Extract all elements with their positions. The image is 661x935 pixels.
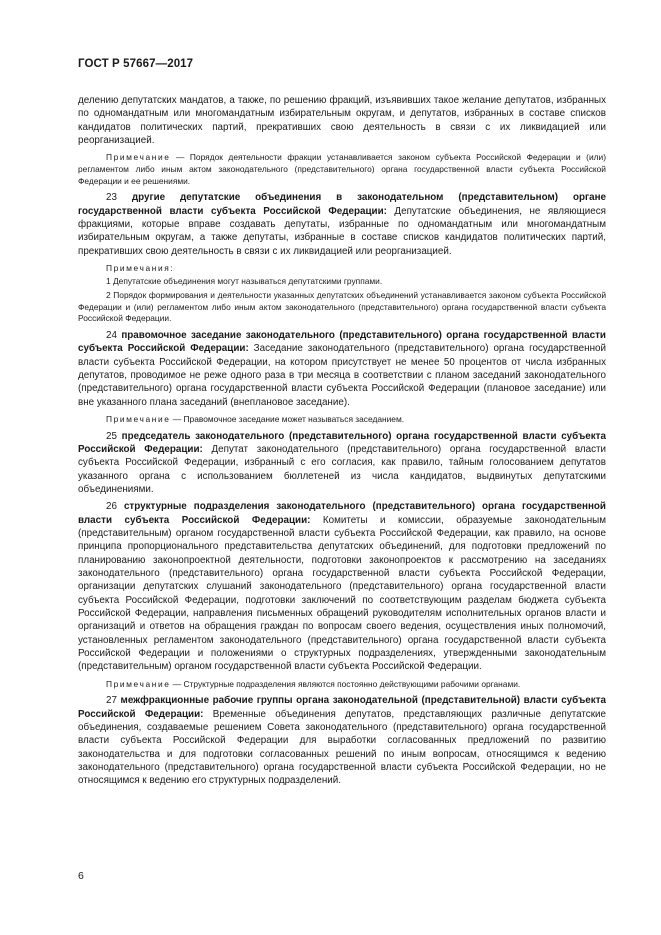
note-text: — Порядок деятельности фракции устанавливается законом субъекта Российской Федерации и (или) регламентом либо иным актом законодательного (представительного) органа государственной власти субъекта Российской Федерации и ее решениями. [78,152,606,186]
term-number: 23 [106,192,117,204]
note-fraction [78,152,606,187]
term-title: правомочное заседание законодательного (представительного) органа государственной власти субъекта Российской Федерации: [78,329,606,355]
document-body [78,94,606,788]
note-text: — Правомочное заседание может называться заседанием. [170,413,405,424]
term-title: другие депутатские объединения в законодательном (представительном) органе государственной власти субъекта Российской Федерации: [78,192,606,217]
term-24 [78,329,606,409]
term-title: председатель законодательного (представительного) органа государственной власти субъекта Российской Федерации: [78,430,606,455]
note-label: Примечание [106,413,171,424]
note-label: Примечание [106,678,171,689]
note-label: Примечания: [106,262,175,273]
term-number: 27 [106,695,117,707]
note-23-2: 2 Порядок формирования и деятельности указанных депутатских объединений устанавливается законом субъекта Российской Федерации и (или) регламентом либо иным актом законодательного (представительного) органа государственной власти субъекта Российской Федерации. [78,290,606,324]
note-text: — Структурные подразделения являются постоянно действующими рабочими органами. [170,678,521,689]
note-label: Примечание [106,152,171,163]
term-27 [78,694,606,787]
standard-header: ГОСТ Р 57667—2017 [78,58,194,70]
note-26 [78,679,606,691]
term-26 [78,500,606,673]
term-definition: Временные объединения депутатов, представляющих различные депутатские объединения, создаваемые решением Совета законодательного (представительного) органа государственной власти субъекта Российской Федерации для выработки согласованных предложений по развитию законодательства и для подготовки согласованных решений по иным вопросам, относящимся к ведению законодательного (представительного) органа государственной власти субъекта Российской Федерации, но не относящимся к ведению его структурных подразделений. [78,708,606,787]
term-number: 26 [106,501,117,513]
intro-paragraph: делению депутатских мандатов, а также, по решению фракций, изъявивших такое желание депутатов, избранных по одномандатным или многомандатным избирательным округам, и депутатов, избранных в составе списков кандидатов политических партий, прекративших свою деятельность в связи с их ликвидацией или реорганизацией. [78,95,606,147]
term-definition: Комитеты и комиссии, образуемые законодательным (представительным) органом государственной власти субъекта Российской Федерации, как правило, на основе принципа пропорционального представительства депутатских объединений, для подготовки предложений по планированию законопроектной деятельности, подготовки законопроектов к рассмотрению на заседаниях законодательного (представительного) органа государственной власти субъекта Российской Федерации, организации депутатских слушаний законодательного (представительного) органа государственной власти субъекта Российской Федерации, подготовки заключений по соответствующим разделам бюджета субъекта Российской Федерации, направления письменных обращений руководителям исполнительных органов власти и организаций и ответов на обращения граждан по вопросам своего ведения, осуществления иных полномочий, установленных регламентом законодательного (представительного) органа государственной власти субъекта Российской Федерации и положениями о структурных подразделениях, утвержденными законодательным (представительным) органом государственной власти субъекта Российской Федерации. [78,514,606,673]
note-23-1: 1 Депутатские объединения могут называться депутатскими группами. [106,276,383,287]
term-number: 24 [106,329,117,341]
term-25 [78,430,606,497]
term-title: межфракционные рабочие группы органа законодательной (представительной) власти субъекта Российской Федерации: [78,695,606,720]
term-definition: Депутатские объединения, не являющиеся фракциями, которые вправе создавать депутаты, избранные по одномандатным или многомандатным избирательным округам, а также депутаты, избранные в составе списков кандидатов политических партий, прекративших свою деятельность в связи с их ликвидацией или реорганизацией. [78,205,607,257]
term-title: структурные подразделения законодательного (представительного) органа государственной власти субъекта Российской Федерации: [78,501,606,526]
term-23 [78,191,606,258]
note-24 [78,414,606,426]
page-number: 6 [78,870,84,882]
term-definition: Депутат законодательного (представительного) органа государственной власти субъекта Российской Федерации, избранный с его согласия, как правило, тайным голосованием депутатов указанного органа с использованием бюллетеней из числа кандидатов, выдвинутых депутатскими объединениями. [78,443,606,495]
notes-23-label [78,263,606,275]
term-number: 25 [106,430,117,442]
term-definition: Заседание законодательного (представительного) органа государственной власти субъекта Российской Федерации, на котором присутствует не менее 50 процентов от числа избранных депутатов, проводимое не реже одного раза в три месяца в соответствии с планом заседаний законодательного (представительного) органа государственной власти субъекта Российской Федерации (плановое заседание) или вне указанного плана заседаний (внеплановое заседание). [78,343,607,408]
